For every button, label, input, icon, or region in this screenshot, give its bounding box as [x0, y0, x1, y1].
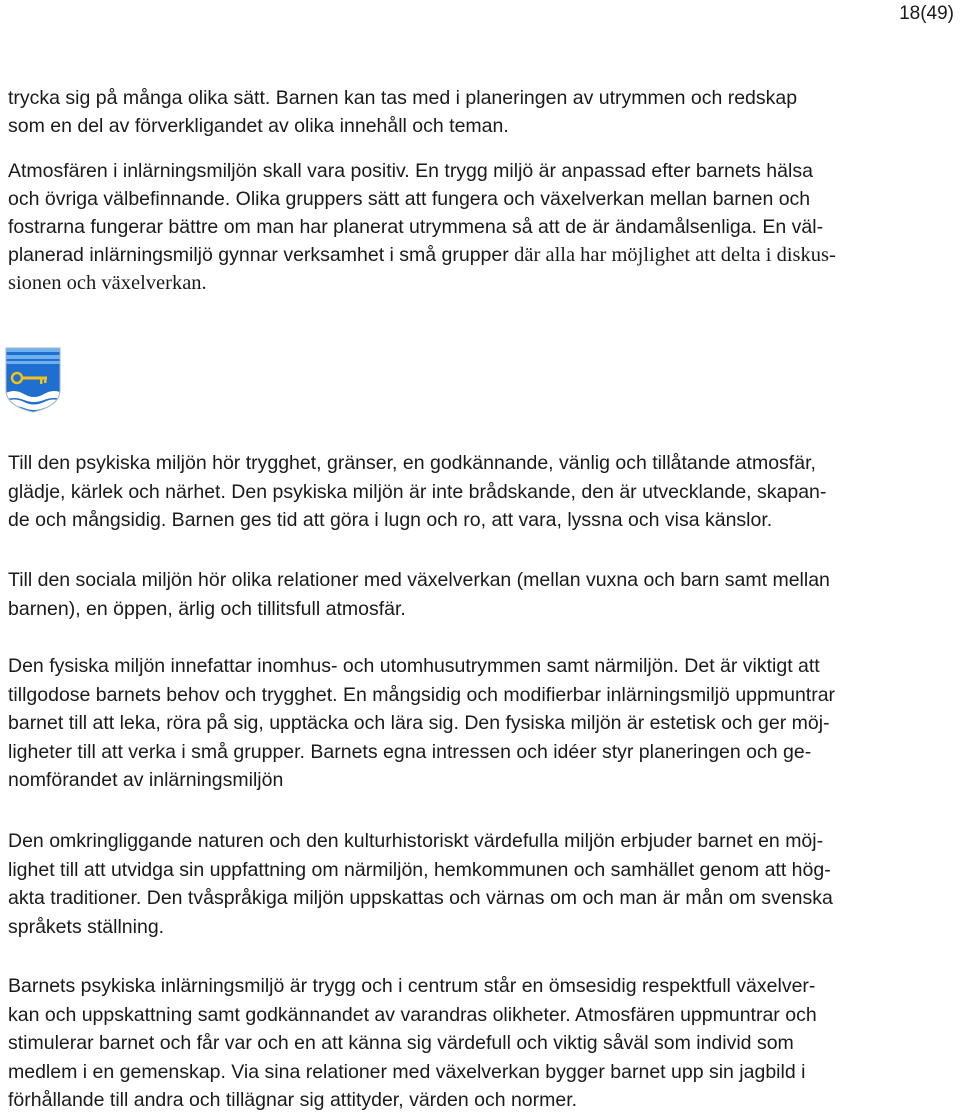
paragraph-7 — [8, 972, 956, 1115]
page-number: 18(49) — [899, 3, 954, 24]
coat-of-arms-key-icon — [4, 346, 62, 414]
paragraph-5 — [8, 652, 956, 795]
text-line: barnet till att leka, röra på sig, upptäcka och lära sig. Den fysiska miljön är estetisk och ger möj- — [8, 712, 830, 735]
text-line: trycka sig på många olika sätt. Barnen kan tas med i planeringen av utrymmen och redskap — [8, 87, 798, 109]
text-line: glädje, kärlek och närhet. Den psykiska miljön är inte brådskande, den är utvecklande, skapan- — [8, 480, 827, 503]
text-line: medlem i en gemenskap. Via sina relationer med växelverkan bygger barnet upp sin jagbild i — [8, 1060, 806, 1083]
text-line: Till den sociala miljön hör olika relationer med växelverkan (mellan vuxna och barn samt mellan — [8, 569, 830, 591]
text-line: fostrarna fungerar bättre om man har planerat utrymmena så att de är ändamålsenliga. En väl- — [8, 216, 824, 238]
text-line: akta traditioner. Den tvåspråkiga miljön uppskattas och värnas om och man är mån om svenska — [8, 887, 833, 910]
text-line: ligheter till att verka i små grupper. Barnets egna intressen och idéer styr planeringen och ge- — [8, 740, 812, 763]
text-line: förhållande till andra och tillägnar sig attityder, värden och normer. — [8, 1089, 578, 1112]
text-segment-serif: där alla har möjlighet att delta i diskus- — [514, 244, 836, 266]
text-line: tillgodose barnets behov och trygghet. En mångsidig och modifierbar inlärningsmiljö uppmuntrar — [8, 683, 836, 706]
paragraph-1 — [8, 84, 956, 140]
paragraph-3 — [8, 449, 956, 535]
text-line: som en del av förverkligandet av olika innehåll och teman. — [8, 115, 509, 137]
text-segment: planerad inlärningsmiljö gynnar verksamhet i små grupper — [8, 244, 515, 266]
text-line: Atmosfären i inlärningsmiljön skall vara positiv. En trygg miljö är anpassad efter barnets hälsa — [8, 160, 813, 182]
paragraph-6 — [8, 827, 956, 941]
paragraph-2 — [8, 157, 956, 297]
text-line-mixed — [8, 241, 956, 269]
text-line: Till den psykiska miljön hör trygghet, gränser, en godkännande, vänlig och tillåtande atmosfär, — [8, 452, 816, 474]
text-line: barnen), en öppen, ärlig och tillitsfull atmosfär. — [8, 597, 406, 620]
text-line: Barnets psykiska inlärningsmiljö är trygg och i centrum står en ömsesidig respektfull växelver- — [8, 975, 816, 997]
text-line: stimulerar barnet och får var och en att känna sig värdefull och viktig såväl som individ som — [8, 1032, 794, 1055]
paragraph-4 — [8, 566, 956, 623]
text-line: sionen och växelverkan. — [8, 272, 207, 294]
text-line: nomförandet av inlärningsmiljön — [8, 769, 284, 792]
text-line: kan och uppskattning samt godkännandet av varandras olikheter. Atmosfären uppmuntrar och — [8, 1003, 817, 1026]
text-line: Den fysiska miljön innefattar inomhus- och utomhusutrymmen samt närmiljön. Det är viktigt att — [8, 655, 820, 677]
text-line: språkets ställning. — [8, 915, 165, 938]
text-line: och övriga välbefinnande. Olika gruppers sätt att fungera och växelverkan mellan barnen och — [8, 188, 811, 210]
text-line: lighet till att utvidga sin uppfattning om närmiljön, hemkommunen och samhället genom att hög- — [8, 858, 831, 881]
text-line: Den omkringliggande naturen och den kulturhistoriskt värdefulla miljön erbjuder barnet en möj- — [8, 830, 824, 852]
text-line: de och mångsidig. Barnen ges tid att göra i lugn och ro, att vara, lyssna och visa känslor. — [8, 509, 773, 532]
